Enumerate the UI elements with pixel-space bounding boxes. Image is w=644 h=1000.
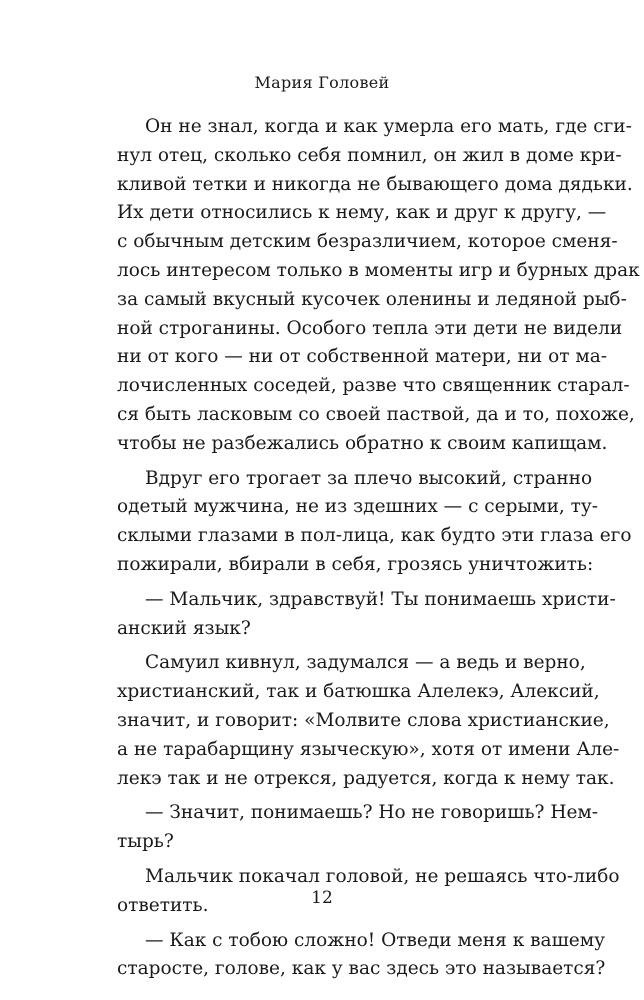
text-line: лекэ так и не отрекся, радуется, когда к нему так. — [117, 767, 615, 789]
paragraph — [117, 113, 640, 459]
text-line: — Мальчик, здравствуй! Ты понимаешь христи- — [145, 588, 616, 610]
running-head: Мария Головей — [254, 73, 390, 92]
text-line: — Значит, понимаешь? Но не говоришь? Нем- — [145, 802, 599, 824]
text-line: Их дети относились к нему, как и друг к другу, — — [117, 202, 607, 224]
paragraph — [117, 649, 620, 793]
text-line: лось интересом только в моменты игр и бурных драк — [117, 259, 640, 281]
text-line: христианский, так и батюшка Алелекэ, Алексий, — [117, 681, 600, 703]
paragraph — [117, 465, 632, 580]
text-line: ни от кого — ни от собственной матери, ни от ма- — [117, 346, 607, 368]
text-line: ся быть ласковым со своей паствой, да и то, похоже, — [117, 403, 635, 425]
paragraph — [117, 927, 606, 985]
page-number: 12 — [311, 888, 333, 908]
text-line: значит, и говорит: «Молвите слова христианские, — [117, 709, 610, 731]
text-line: чтобы не разбежались обратно к своим капищам. — [117, 432, 608, 454]
text-line: нул отец, сколько себя помнил, он жил в доме кри- — [117, 144, 622, 166]
body-text — [117, 113, 640, 984]
text-line: Мальчик покачал головой, не решаясь что-либо — [145, 865, 620, 887]
text-line: Вдруг его трогает за плечо высокий, странно — [145, 467, 593, 489]
text-line: анский язык? — [117, 617, 251, 639]
text-line: склыми глазами в пол-лица, как будто эти глаза его — [117, 525, 632, 547]
text-line: лочисленных соседей, разве что священник старал- — [117, 375, 630, 397]
text-line: а не тарабарщину языческую», хотя от имени Але- — [117, 738, 620, 760]
text-line: тырь? — [117, 831, 174, 853]
text-line: ной строганины. Особого тепла эти дети не видели — [117, 317, 623, 339]
text-line: с обычным детским безразличием, которое сменя- — [117, 231, 618, 253]
text-line: Он не знал, когда и как умерла его мать, где сги- — [145, 116, 632, 137]
text-line: ответить. — [117, 894, 209, 916]
text-line: одетый мужчина, не из здешних — с серыми, ту- — [117, 496, 599, 518]
text-line: пожирали, вбирали в себя, грозясь уничтожить: — [117, 553, 594, 575]
paragraph — [117, 799, 599, 857]
text-line: Самуил кивнул, задумался — а ведь и верно, — [145, 652, 586, 674]
paragraph — [117, 586, 616, 644]
text-line: кливой тетки и никогда не бывающего дома дядьки. — [117, 173, 633, 195]
text-line: за самый вкусный кусочек оленины и ледяной рыб- — [117, 288, 627, 310]
text-line: — Как с тобою сложно! Отведи меня к вашему — [145, 929, 605, 951]
text-line: старосте, голове, как у вас здесь это называется? — [117, 958, 606, 980]
